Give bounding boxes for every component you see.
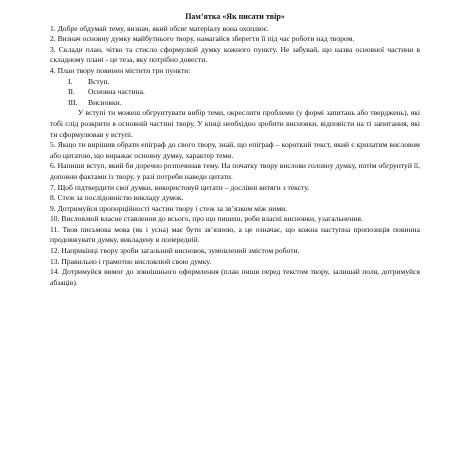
list-item-4: 4. План твору повинен містити три пункти: [50, 65, 191, 75]
plan-number: II. [68, 87, 75, 97]
list-item-12: 12. Наприкінці твору зроби загальний висновок, зумовлений змістом роботи. [50, 246, 300, 256]
list-item-14: 14. Дотримуйся вимог до зовнішнього оформлення (план пиши перед текстом твору, залишай поля, дотримуйся абзаців). [50, 267, 420, 287]
plan-label: Основна частина. [88, 87, 145, 97]
list-item-3: 3. Склади план, чітко та стисло сформулюй думку кожного пункту. Не забувай, що назва основної частини в складному плані - це теза, яку потрібно довести. [50, 44, 420, 65]
list-item-11: 11. Твоя письмова мова (як і усна) має бути зв’язною, а це означає, що кожна наступна пропозиція повинна продовжувати думку, викладену в попередній. [50, 224, 420, 245]
list-item-2: 2. Визнач основну думку майбутнього твору, намагайся зберегти її під час роботи над твором. [50, 34, 355, 44]
plan-note: У вступі ти можеш обгрунтувати вибір теми, окреслити проблеми (у формі запитань або тверджень), які тобі слід розкрити в основній частині твору. У кінці необхідно зробити висновки, відповісти на ті запитання, які ти сформулював у вступі. [50, 108, 420, 139]
list-item-10: 10. Висловлюй власне ставлення до всього, про що пишеш, роби власні висновки, узагальнення. [50, 214, 363, 224]
plan-label: Висновки. [88, 97, 122, 107]
plan-number: I. [68, 76, 73, 86]
list-item-8: 8. Стеж за послідовністю викладу думок. [50, 193, 184, 203]
list-item-9: 9. Дотримуйся пропорційності частин твору і стеж за зв’язком між ними. [50, 203, 288, 213]
list-item-5: 5. Якщо ти вирішив обрати епіграф до свого твору, знай, що епіграф – короткий текст, який є крилатим висловом або цитатою, що виражає основну думку, характер теми. [50, 140, 420, 160]
document-title: Пам’ятка «Як писати твір» [185, 12, 285, 21]
plan-label: Вступ. [88, 76, 110, 86]
plan-item-main [50, 87, 420, 98]
list-item-13: 13. Правильно і грамотно висловлюй свою думку. [50, 256, 212, 266]
plan-number: III. [68, 97, 78, 107]
plan-item-conclusion [50, 98, 420, 109]
list-item-1: 1. Добре обдумай тему, визнач, який обсяг матеріалу вона охоплює. [50, 23, 269, 33]
document-page [50, 12, 420, 288]
plan-item-intro [50, 77, 420, 88]
list-item-6: 6. Напиши вступ, який би доречно розпочинав тему. На початку твору вислови головну думку, потім обгрунтуй її, доповни фактами із твору, у разі потреби наведи цитати. [50, 161, 420, 181]
list-item-7: 7. Щоб підтвердити свої думки, використовуй цитати – дослівні витяги з тексту. [50, 182, 310, 192]
